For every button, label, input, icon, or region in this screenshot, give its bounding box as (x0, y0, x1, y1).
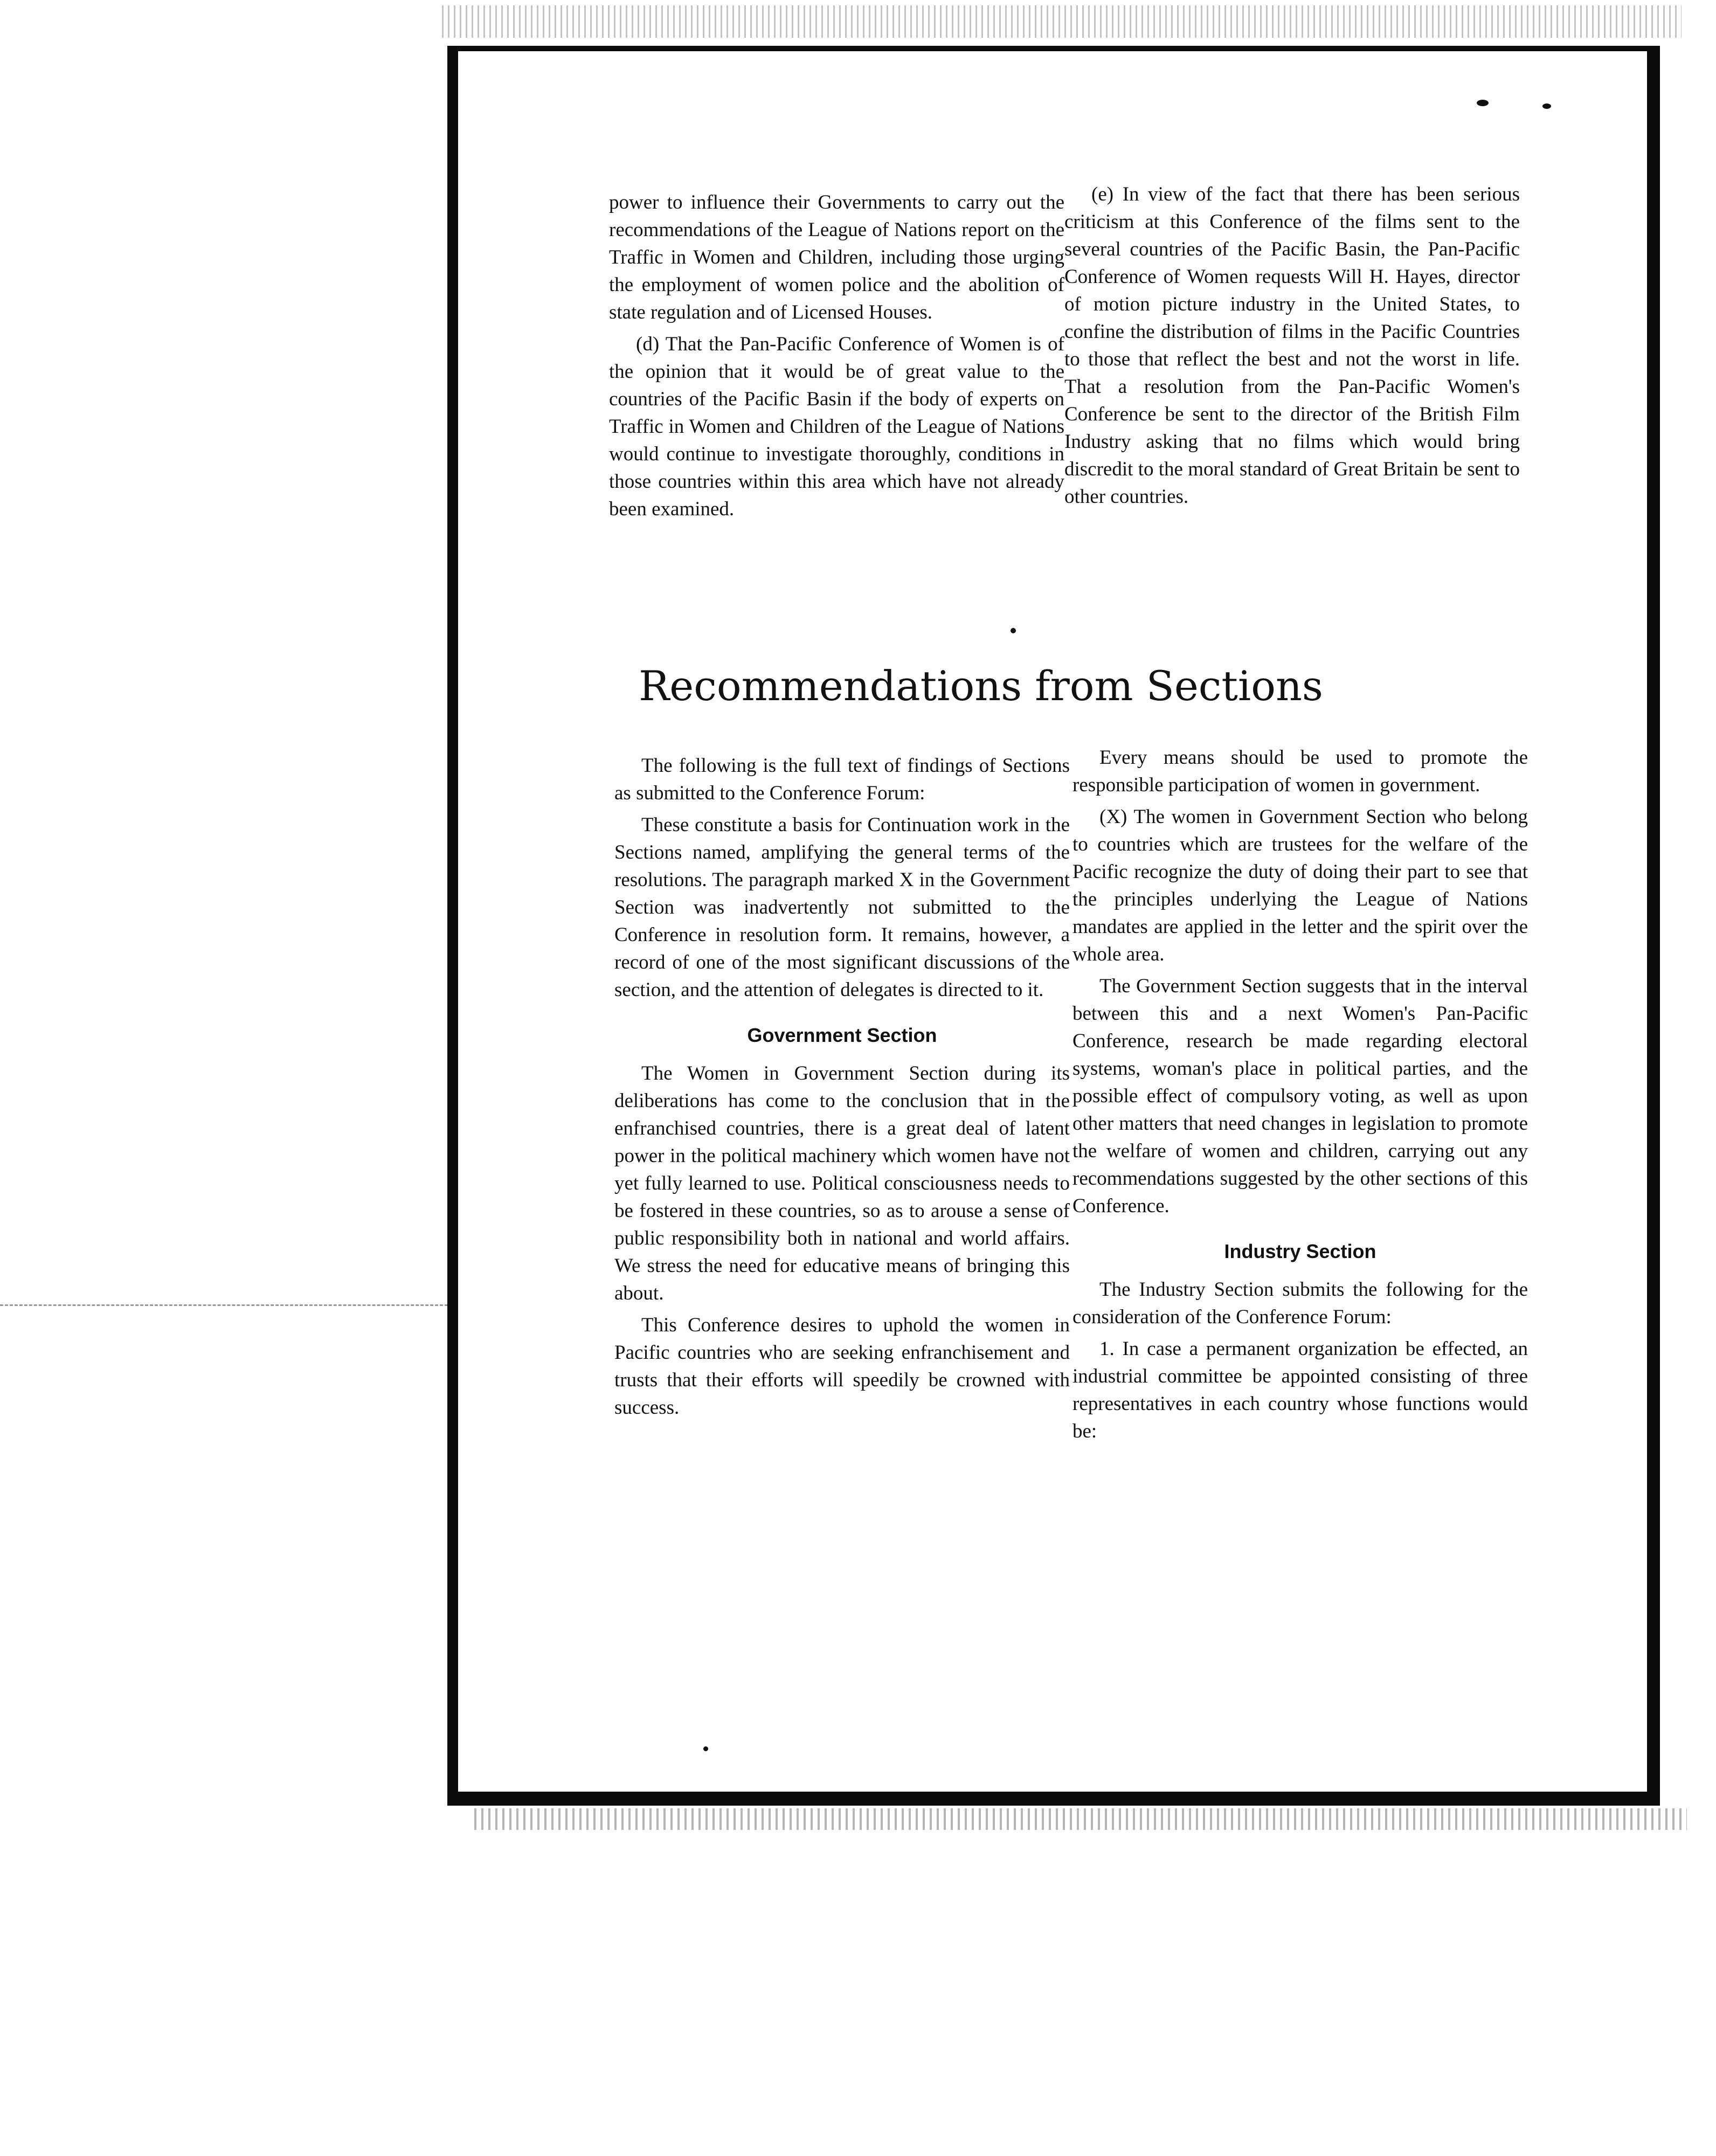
scan-edge-noise-bottom (474, 1808, 1687, 1830)
page-title: Recommendations from Sections (639, 662, 1323, 710)
paragraph: Every means should be used to promote the responsible participation of women in government. (1072, 747, 1528, 796)
scan-speck (1477, 100, 1489, 106)
paragraph: These constitute a basis for Continuation work in the Sections named, amplifying the general terms of the resolutions. The paragraph marked X in the Government Section was inadvertently not submitted to the Conference in resolution form. It remains, however, a record of one of the most significant discussions of the section, and the attention of delegates is directed to it. (614, 814, 1070, 1001)
right-column (1072, 744, 1528, 1445)
paragraph: 1. In case a permanent organization be effected, an industrial committee be appointed consisting of three representatives in each country whose functions would be: (1072, 1338, 1528, 1442)
paragraph: The Women in Government Section during its deliberations has come to the conclusion that in the enfranchised countries, there is a great deal of latent power in the political machinery which women have not yet fully learned to use. Political consciousness needs to be fostered in these countries, so as to arouse a sense of public responsibility both in national and world affairs. We stress the need for educative means of bringing this about. (614, 1062, 1070, 1304)
paragraph: power to influence their Governments to carry out the recommendations of the League of Nations report on the Traffic in Women and Children, including those urging the employment of women police and the abolition of state regulation and of Licensed Houses. (609, 191, 1064, 323)
page-fold-line (0, 1304, 453, 1306)
paragraph: The Industry Section submits the following for the consideration of the Conference Forum: (1072, 1279, 1528, 1328)
paragraph: This Conference desires to uphold the women in Pacific countries who are seeking enfranchisement and trusts that their efforts will speedily be crowned with success. (614, 1314, 1070, 1419)
paragraph: (d) That the Pan-Pacific Conference of Women is of the opinion that it would be of great value to the countries of the Pacific Basin if the body of experts on Traffic in Women and Children of the League of Nations would continue to investigate thoroughly, conditions in those countries within this area which have not already been examined. (609, 333, 1064, 520)
top-right-column (1064, 181, 1520, 510)
paragraph: The Government Section suggests that in the interval between this and a next Women's Pan-Pacific Conference, research be made regarding electoral systems, woman's place in political parties, and the possible effect of compulsory voting, as well as upon other matters that need changes in legislation to promote the welfare of women and children, carrying out any recommendations suggested by the other sections of this Conference. (1072, 975, 1528, 1217)
paragraph: The following is the full text of findings of Sections as submitted to the Conference Forum: (614, 755, 1070, 804)
scan-speck (703, 1746, 708, 1751)
scan-speck (1542, 103, 1551, 109)
paragraph: (X) The women in Government Section who belong to countries which are trustees for the welfare of the Pacific recognize the duty of doing their part to see that the principles underlying the League of Nations mandates are applied in the letter and the spirit over the whole area. (1072, 806, 1528, 965)
paragraph: (e) In view of the fact that there has been serious criticism at this Conference of the films sent to the several countries of the Pacific Basin, the Pan-Pacific Conference of Women requests Will H. Hayes, director of motion picture industry in the United States, to confine the distribution of films in the Pacific Countries to those that reflect the best and not the worst in life. That a resolution from the Pan-Pacific Women's Conference be sent to the director of the British Film Industry asking that no films which would bring discredit to the moral standard of Great Britain be sent to other countries. (1064, 183, 1520, 508)
left-column (614, 752, 1070, 1421)
top-left-column (609, 189, 1064, 523)
section-heading-government: Government Section (747, 1024, 937, 1046)
scan-edge-noise-top (442, 5, 1682, 38)
section-heading-industry: Industry Section (1224, 1240, 1376, 1262)
scan-speck (1011, 628, 1016, 633)
